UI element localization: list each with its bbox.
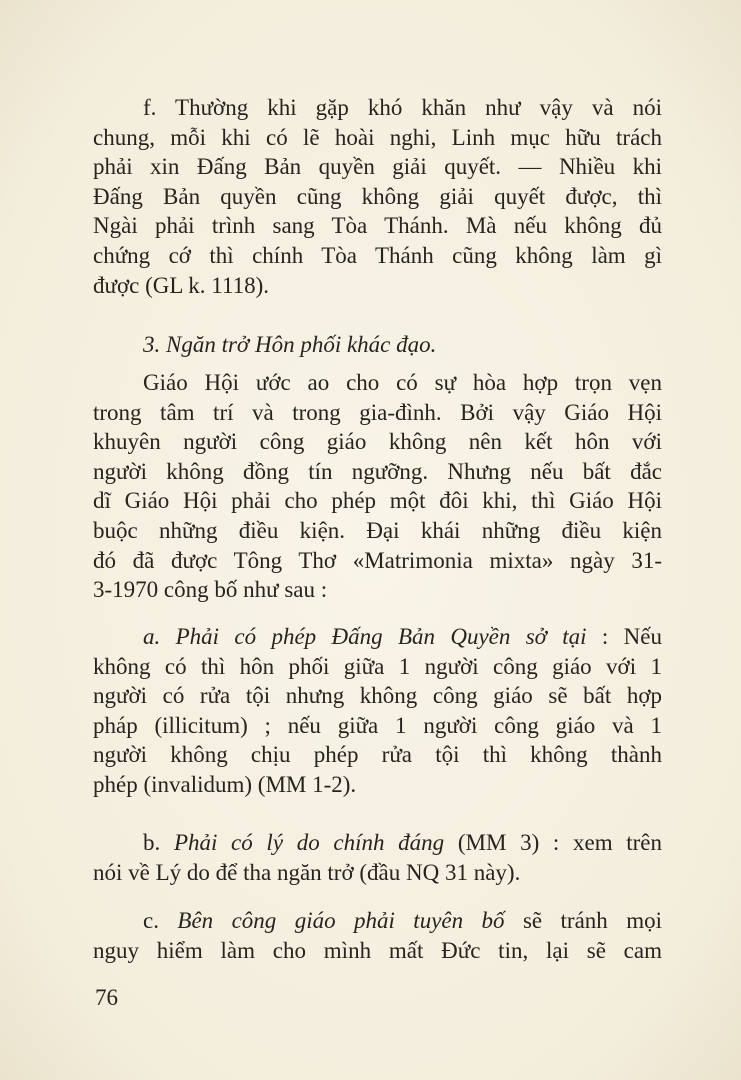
text-line	[93, 457, 662, 487]
text-line	[143, 368, 662, 398]
text-line	[93, 936, 662, 966]
line-text: c.	[143, 908, 178, 933]
text-line	[93, 858, 662, 888]
line-text: người không đồng tín ngưỡng. Nhưng nếu bất đắc	[93, 458, 662, 484]
line-text: f. Thường khi gặp khó khăn như vậy và nói	[143, 95, 662, 120]
italic-text: 3. Ngăn trở Hôn phối khác đạo.	[143, 332, 437, 357]
text-line	[93, 427, 662, 457]
text-line	[143, 828, 662, 858]
line-text: sẽ tránh mọi	[504, 908, 662, 933]
text-line	[93, 516, 662, 546]
page-number: 76	[95, 985, 118, 1010]
italic-text: Phải có lý do chính đáng	[173, 830, 445, 855]
text-line	[93, 546, 662, 576]
italic-text: Bên công giáo phải tuyên bố	[177, 908, 505, 933]
line-text: chung, mỗi khi có lẽ hoài nghi, Linh mục hữu trách	[93, 124, 662, 150]
text-line	[143, 622, 662, 652]
italic-text: a. Phải có phép Đấng Bản Quyền sở tại	[143, 624, 587, 649]
line-text: Ngài phải trình sang Tòa Thánh. Mà nếu không đủ	[93, 213, 662, 239]
text-line	[93, 575, 662, 605]
text-line	[93, 211, 662, 241]
text-line	[93, 123, 662, 153]
line-text: buộc những điều kiện. Đại khái những điều kiện	[93, 518, 662, 543]
text-line	[143, 93, 662, 123]
line-text: được (GL k. 1118).	[93, 272, 270, 298]
line-text: chứng cớ thì chính Tòa Thánh cũng không làm gì	[93, 243, 662, 268]
line-text: Đấng Bản quyền cũng không giải quyết được, thì	[93, 183, 662, 209]
text-line	[143, 906, 662, 936]
line-text: người không chịu phép rửa tội thì không thành	[93, 742, 662, 768]
text-line	[93, 271, 662, 301]
text-line	[93, 486, 662, 516]
line-text: : Nếu	[586, 624, 662, 649]
line-text: pháp (illicitum) ; nếu giữa 1 người công giáo và 1	[93, 712, 662, 738]
text-line	[93, 711, 662, 741]
text-line	[93, 152, 662, 182]
line-text: nói về Lý do để tha ngăn trở (đầu NQ 31 này).	[93, 859, 521, 885]
text-line	[93, 652, 662, 682]
text-line	[93, 241, 662, 271]
line-text: nguy hiểm làm cho mình mất Đức tin, lại sẽ cam	[93, 937, 662, 963]
line-text: 3-1970 công bố như sau :	[93, 577, 328, 603]
line-text: khuyên người công giáo không nên kết hôn với	[93, 429, 662, 455]
text-line	[93, 398, 662, 428]
line-text: b.	[143, 830, 174, 855]
line-text: không có thì hôn phối giữa 1 người công giáo với 1	[93, 653, 662, 679]
line-text: (MM 3) : xem trên	[444, 830, 663, 855]
text-line	[93, 740, 662, 770]
text-line	[93, 681, 662, 711]
line-text: dĩ Giáo Hội phải cho phép một đôi khi, thì Giáo Hội	[93, 488, 662, 514]
text-line	[93, 182, 662, 212]
line-text: phải xin Đấng Bản quyền giải quyết. — Nhiều khi	[93, 154, 662, 180]
line-text: đó đã được Tông Thơ «Matrimonia mixta» ngày 31-	[93, 547, 662, 573]
line-text: người có rửa tội nhưng không công giáo sẽ bất hợp	[93, 683, 662, 709]
line-text: phép (invalidum) (MM 1-2).	[93, 772, 357, 797]
line-text: trong tâm trí và trong gia-đình. Bởi vậy Giáo Hội	[93, 399, 662, 425]
line-text: Giáo Hội ước ao cho có sự hòa hợp trọn vẹn	[143, 370, 662, 395]
text-line	[93, 770, 662, 800]
text-line	[143, 330, 662, 360]
